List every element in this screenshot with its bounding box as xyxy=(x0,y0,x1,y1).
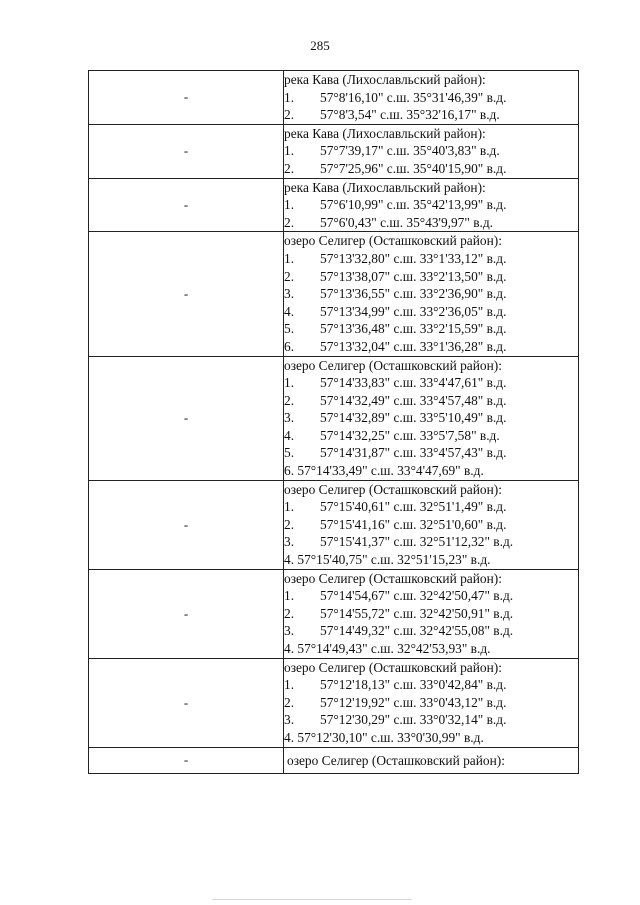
coordinate-line xyxy=(284,533,578,551)
coordinate-number: 2. xyxy=(284,107,295,123)
coordinate-line xyxy=(284,196,578,214)
coordinate-line xyxy=(284,374,578,392)
coordinate-number: 2. xyxy=(284,268,295,284)
water-body-title: река Кава (Лихославльский район): xyxy=(284,72,486,87)
coordinate-line xyxy=(284,694,578,712)
row-marker: - xyxy=(89,232,284,356)
coordinate-line-inline: 4. 57°14'49,43" с.ш. 32°42'53,93" в.д. xyxy=(284,641,491,656)
coordinate-line xyxy=(284,498,578,516)
coordinate-line xyxy=(284,214,578,232)
coordinate-line xyxy=(284,320,578,338)
table-row xyxy=(89,178,579,232)
coordinate-value: 57°13'32,80" с.ш. 33°1'33,12" в.д. xyxy=(320,250,507,266)
water-body-title: река Кава (Лихославльский район): xyxy=(284,179,486,195)
coordinate-line xyxy=(284,587,578,605)
row-marker: - xyxy=(89,124,284,178)
coordinate-line xyxy=(284,409,578,427)
coordinate-line xyxy=(284,285,578,303)
row-marker: - xyxy=(89,178,284,232)
bottom-rule xyxy=(212,899,412,900)
coordinate-number: 1. xyxy=(284,197,295,213)
water-body-title: озеро Селигер (Осташковский район): xyxy=(284,357,502,373)
coordinate-value: 57°7'25,96" с.ш. 35°40'15,90" в.д. xyxy=(320,160,507,176)
coordinate-number: 6. xyxy=(284,338,295,354)
coordinate-value: 57°15'40,61" с.ш. 32°51'1,49" в.д. xyxy=(320,499,507,515)
coordinate-number: 2. xyxy=(284,160,295,176)
water-body-title: озеро Селигер (Осташковский район): xyxy=(284,659,502,675)
water-body-title: озеро Селигер (Осташковский район): xyxy=(287,752,505,768)
coordinate-value: 57°13'38,07" с.ш. 33°2'13,50" в.д. xyxy=(320,268,507,284)
coordinate-line-inline: 6. 57°14'33,49" с.ш. 33°4'47,69" в.д. xyxy=(284,463,484,479)
row-marker: - xyxy=(89,658,284,747)
coordinate-value: 57°14'32,89" с.ш. 33°5'10,49" в.д. xyxy=(320,410,507,426)
row-description xyxy=(284,356,579,480)
row-description xyxy=(284,658,579,747)
coordinate-value: 57°15'41,16" с.ш. 32°51'0,60" в.д. xyxy=(320,516,507,532)
coordinate-value: 57°14'31,87" с.ш. 33°4'57,43" в.д. xyxy=(320,445,507,461)
row-description xyxy=(284,480,579,569)
coordinate-number: 1. xyxy=(284,143,295,159)
table-body xyxy=(89,71,579,774)
coordinate-number: 2. xyxy=(284,605,295,621)
row-marker: - xyxy=(89,71,284,125)
coordinate-value: 57°7'39,17" с.ш. 35°40'3,83" в.д. xyxy=(320,143,500,159)
coordinate-line xyxy=(284,392,578,410)
coordinate-value: 57°13'36,55" с.ш. 33°2'36,90" в.д. xyxy=(320,286,507,302)
coordinate-line xyxy=(284,89,578,107)
coordinate-number: 3. xyxy=(284,534,295,550)
coordinate-value: 57°13'34,99" с.ш. 33°2'36,05" в.д. xyxy=(320,303,507,319)
coordinate-value: 57°13'36,48" с.ш. 33°2'15,59" в.д. xyxy=(320,321,507,337)
coordinate-line xyxy=(284,106,578,124)
coordinate-line xyxy=(284,711,578,729)
water-body-title: озеро Селигер (Осташковский район): xyxy=(284,481,502,497)
row-marker: - xyxy=(89,747,284,774)
row-description xyxy=(284,569,579,658)
coordinate-line xyxy=(284,622,578,640)
coordinate-line xyxy=(284,605,578,623)
coordinate-number: 3. xyxy=(284,712,295,728)
table-row xyxy=(89,658,579,747)
row-description xyxy=(284,747,579,774)
water-body-title: река Кава (Лихославльский район): xyxy=(284,125,486,141)
row-description xyxy=(284,124,579,178)
coordinate-value: 57°14'33,83" с.ш. 33°4'47,61" в.д. xyxy=(320,375,507,391)
coordinate-value: 57°12'30,29" с.ш. 33°0'32,14" в.д. xyxy=(320,712,507,728)
coordinate-number: 4. xyxy=(284,303,295,319)
row-description xyxy=(284,71,579,125)
coordinate-line-inline: 4. 57°15'40,75" с.ш. 32°51'15,23" в.д. xyxy=(284,552,491,568)
page-number: 285 xyxy=(310,38,330,53)
coordinate-number: 1. xyxy=(284,375,295,391)
coordinate-value: 57°6'10,99" с.ш. 35°42'13,99" в.д. xyxy=(320,197,507,213)
table-row xyxy=(89,480,579,569)
coordinate-value: 57°14'49,32" с.ш. 32°42'55,08" в.д. xyxy=(320,623,514,639)
coordinate-line xyxy=(284,516,578,534)
water-body-title: озеро Селигер (Осташковский район): xyxy=(284,233,502,249)
coordinate-number: 2. xyxy=(284,214,295,230)
coordinate-number: 1. xyxy=(284,250,295,266)
table-row xyxy=(89,232,579,356)
coordinate-value: 57°8'16,10" с.ш. 35°31'46,39" в.д. xyxy=(320,89,507,105)
coordinate-line xyxy=(284,160,578,178)
coordinate-number: 1. xyxy=(284,499,295,515)
coordinate-value: 57°12'19,92" с.ш. 33°0'43,12" в.д. xyxy=(320,694,507,710)
coordinate-line xyxy=(284,268,578,286)
coordinate-line xyxy=(284,427,578,445)
row-description xyxy=(284,178,579,232)
coordinate-line xyxy=(284,142,578,160)
coordinate-line-inline: 4. 57°12'30,10" с.ш. 33°0'30,99" в.д. xyxy=(284,729,484,745)
coordinate-number: 1. xyxy=(284,677,295,693)
coordinate-number: 1. xyxy=(284,588,295,604)
coordinate-value: 57°6'0,43" с.ш. 35°43'9,97" в.д. xyxy=(320,214,494,230)
coordinate-number: 3. xyxy=(284,410,295,426)
coordinate-line xyxy=(284,303,578,321)
coordinate-number: 4. xyxy=(284,427,295,443)
coordinate-number: 2. xyxy=(284,694,295,710)
table-row xyxy=(89,124,579,178)
coordinate-number: 2. xyxy=(284,392,295,408)
coordinate-value: 57°15'41,37" с.ш. 32°51'12,32" в.д. xyxy=(320,534,514,550)
coordinate-number: 3. xyxy=(284,623,295,639)
row-description xyxy=(284,232,579,356)
coordinate-value: 57°12'18,13" с.ш. 33°0'42,84" в.д. xyxy=(320,677,507,693)
coordinate-line xyxy=(284,444,578,462)
coordinate-line xyxy=(284,250,578,268)
coordinate-number: 2. xyxy=(284,516,295,532)
water-body-title: озеро Селигер (Осташковский район): xyxy=(284,570,502,586)
coordinate-value: 57°14'32,25" с.ш. 33°5'7,58" в.д. xyxy=(320,427,500,443)
row-marker: - xyxy=(89,356,284,480)
coordinate-line xyxy=(284,338,578,356)
coordinate-number: 1. xyxy=(284,89,295,105)
coordinates-table xyxy=(88,70,579,774)
row-marker: - xyxy=(89,569,284,658)
coordinate-value: 57°14'32,49" с.ш. 33°4'57,48" в.д. xyxy=(320,392,507,408)
row-marker: - xyxy=(89,480,284,569)
table-row xyxy=(89,569,579,658)
table-row xyxy=(89,71,579,125)
coordinate-value: 57°8'3,54" с.ш. 35°32'16,17" в.д. xyxy=(320,107,500,123)
coordinate-line xyxy=(284,676,578,694)
table-row xyxy=(89,356,579,480)
coordinate-number: 3. xyxy=(284,286,295,302)
coordinate-number: 5. xyxy=(284,321,295,337)
coordinate-number: 5. xyxy=(284,445,295,461)
table-row xyxy=(89,747,579,774)
coordinate-value: 57°13'32,04" с.ш. 33°1'36,28" в.д. xyxy=(320,338,507,354)
coordinate-value: 57°14'54,67" с.ш. 32°42'50,47" в.д. xyxy=(320,588,514,604)
coordinate-value: 57°14'55,72" с.ш. 32°42'50,91" в.д. xyxy=(320,605,514,621)
